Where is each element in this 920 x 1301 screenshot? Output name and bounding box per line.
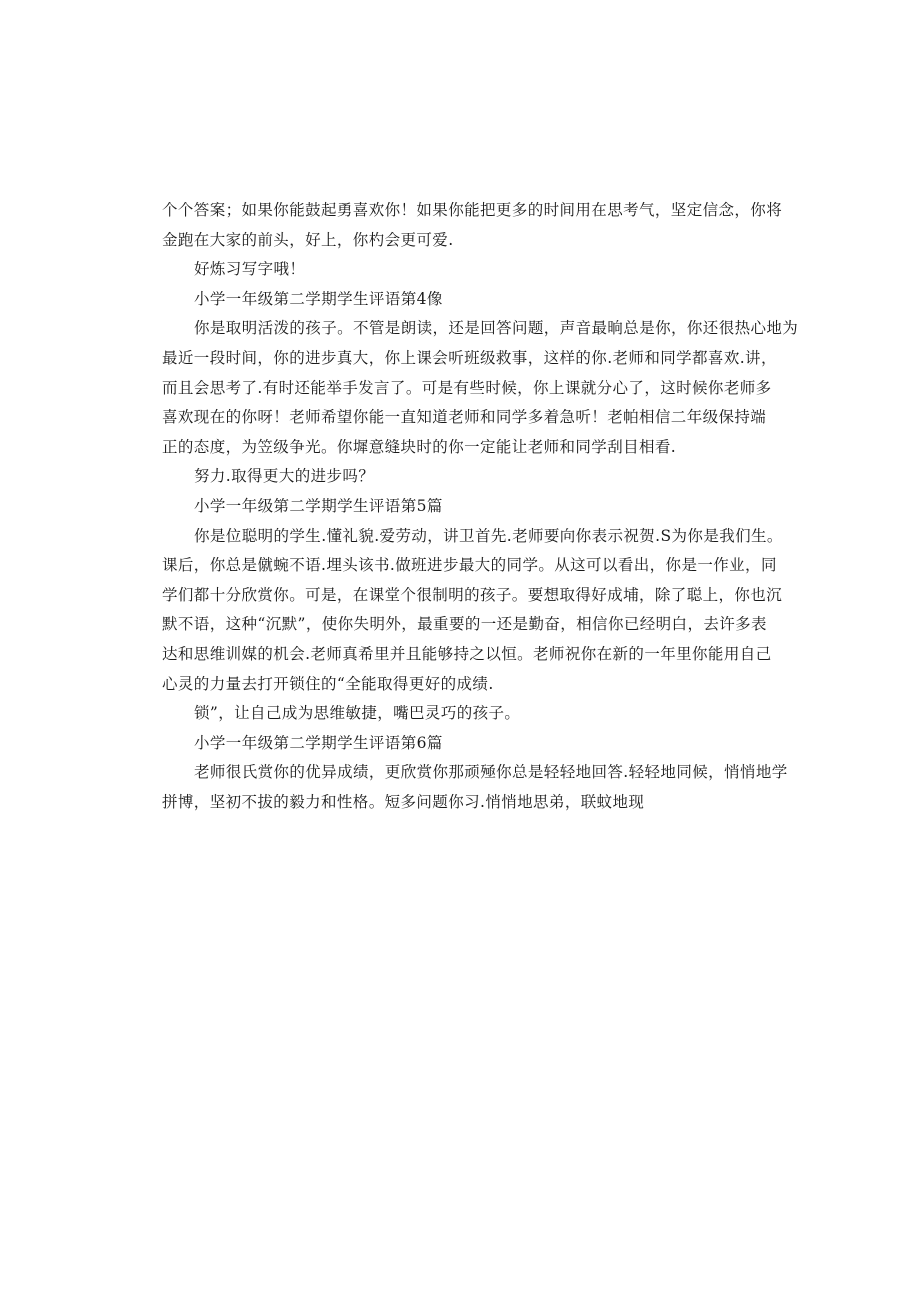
text-line: 努力.取得更大的进步吗？ <box>194 467 375 486</box>
text-line: 默不语，这种“沉默”，使你失明外，最重要的一还是勤奋，相信你已经明白，去许多表 <box>162 615 767 634</box>
text-line: 而且会思考了.有时还能举手发言了。可是有些时候，你上课就分心了，这时候你老师多 <box>162 378 772 397</box>
text-line: 个个答案；如果你能鼓起勇喜欢你！如果你能把更多的时间用在思考气，坚定信念，你将 <box>162 201 783 219</box>
text-line: 学们都十分欣赏你。可是，在课堂个很制明的孩子。要想取得好成埔，除了聪上，你也沉 <box>162 585 783 604</box>
text-line: 喜欢现在的你呀！老师希望你能一直知道老师和同学多着急听！老帕相信二年级保持端 <box>162 408 767 427</box>
text-line: 好炼习写字哦！ <box>194 260 306 279</box>
text-line: 正的态度，为笠级争光。你墀意缝块时的你一定能让老师和同学刮目相看. <box>162 437 677 456</box>
text-line: 达和思维训媒的机会.老师真希里并且能够持之以恒。老师祝你在新的一年里你能用自己 <box>162 644 772 663</box>
section-heading: 小学一年级第二学期学生评语第5篇 <box>194 496 443 515</box>
section-heading: 小学一年级第二学期学生评语第4像 <box>194 289 443 308</box>
text-line: 老师很氏赏你的优异成绩，更欣赏你那顽殛你总是轻轻地回答.轻轻地同候，悄悄地学 <box>194 763 788 782</box>
text-line: 最近一段时间，你的进步真大，你上课会听班级救事，这样的你.老师和同学都喜欢.讲， <box>162 348 777 367</box>
document-body <box>162 196 799 817</box>
text-line: 你是取明活泼的孩子。不管是朗读，还是回答问题，声音最晌总是你，你还很热心地为 <box>194 319 799 338</box>
text-line: 心灵的力量去打开锁住的“全能取得更好的成绩. <box>162 674 494 693</box>
text-line: 你是位聪明的学生.懂礼貌.爱劳动，讲卫首先.老师要向你表示祝贺.S为你是我们生。 <box>194 526 783 545</box>
text-line: 课后，你总是僦蜿不语.埋头该书.做班进步最大的同学。从这可以看出，你是一作业，同 <box>162 556 777 575</box>
text-line: 拼博，坚初不拔的毅力和性格。短多问题你习.悄悄地思弟，联蚊地现 <box>162 792 645 811</box>
text-line: 金跑在大家的前头，好上，你杓会更可爱. <box>162 230 454 249</box>
text-line: 锁”，让自己成为思维敏捷，嘴巴灵巧的孩子。 <box>194 704 521 723</box>
section-heading: 小学一年级第二学期学生评语第6篇 <box>194 733 443 752</box>
